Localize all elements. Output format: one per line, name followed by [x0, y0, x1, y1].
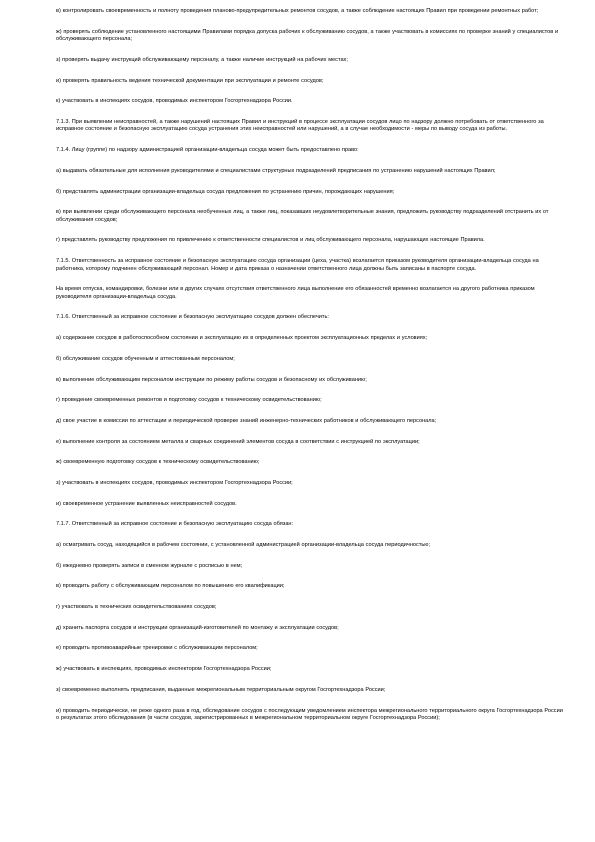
paragraph: з) своевременно выполнять предписания, выданные межрегиональным территориальным округом Госгортехнадзора России; [56, 686, 386, 693]
paragraph: д) свое участие в комиссии по аттестации и периодической проверке знаний инженерно-технических работников и обслуживающего персонала; [56, 417, 437, 424]
paragraph: к) участвовать в инспекциях сосудов, проводимых инспектором Госгортехнадзора России. [56, 98, 293, 105]
paragraph: е) выполнение контроля за состоянием металла и сварных соединений элементов сосуда в соответствии с инструкцией по эксплуатации; [56, 438, 420, 445]
paragraph: а) выдавать обязательные для исполнения руководителями и специалистами структурных подразделений предписания по устранению нарушений настоящих Правил; [56, 167, 496, 174]
paragraph: в) при выявлении среди обслуживающего персонала необученных лиц, а также лиц, показавших неудовлетворительные знания, предложить руководству подразделений отстранить их от обслуживания сосудов; [56, 209, 549, 223]
paragraph: 7.1.3. При выявлении неисправностей, а также нарушений настоящих Правил и инструкций в процессе эксплуатации сосудов лицо по надзору должно потребовать от ответственного за исправное состояние и безопасную эксплуатацию сосуда устранения этих неисправностей или нарушений, а в случае необходимости - меры по выводу сосуда из работы. [56, 118, 544, 133]
paragraph: г) проведение своевременных ремонтов и подготовку сосудов к техническому освидетельствованию; [56, 397, 322, 404]
paragraph: в) контролировать своевременность и полноту проведения планово-предупредительных ремонтов сосудов, а также соблюдение настоящих Правил при проведении ремонтных работ; [56, 8, 539, 14]
paragraph: а) осматривать сосуд, находящийся в рабочем состоянии, с установленной администрацией организации-владельца сосуда периодичностью; [56, 542, 431, 548]
paragraph: а) содержание сосудов в работоспособном состоянии и эксплуатацию их в определенных проектом эксплуатационных пределах и условиях; [56, 335, 428, 342]
paragraph: На время отпуска, командировки, болезни или в других случаях отсутствия ответственного лица выполнение его обязанностей временно возлагается на другого работника приказом руководителя организации-владельца сосуда. [56, 286, 535, 300]
paragraph: б) ежедневно проверять записи в сменном журнале с росписью в нем; [56, 562, 243, 569]
paragraph: 7.1.7. Ответственный за исправное состояние и безопасную эксплуатацию сосуда обязан: [56, 521, 294, 528]
paragraph: г) участвовать в технических освидетельствованиях сосудов; [56, 604, 217, 611]
paragraph: 7.1.5. Ответственность за исправное состояние и безопасную эксплуатацию сосуда организации (цеха, участка) возлагается приказом руководителя организации-владельца сосуда на работника, которому подчинен обслуживающий персонал. Номер и дата приказа о назначении ответственного лица должны быть записаны в паспорте сосуда. [56, 258, 539, 272]
paragraph: г) представлять руководству предложения по привлечению к ответственности специалистов и лиц обслуживающего персонала, нарушающих настоящие Правила. [56, 237, 485, 244]
paragraph: и) своевременное устранение выявленных неисправностей сосудов. [56, 500, 237, 507]
paragraph: д) хранить паспорта сосудов и инструкции организаций-изготовителей по монтажу и эксплуатации сосудов; [56, 624, 339, 631]
paragraph: в) выполнение обслуживающим персоналом инструкции по режиму работы сосудов и безопасному их обслуживанию; [56, 376, 367, 383]
paragraph: и) проводить периодически, не реже одного раза в год, обследование сосудов с последующим уведомлением инспектора межрегионального территориального округа Госгортехнадзора России о результатах этого обследования (в части сосудов, зарегистрированных в межрегиональном территориальном округе Госгортехнадзора России); [56, 707, 563, 721]
paragraph: б) обслуживание сосудов обученным и аттестованным персоналом; [56, 355, 235, 362]
paragraph: ж) своевременную подготовку сосудов к техническому освидетельствованию; [56, 459, 260, 466]
paragraph: б) представлять администрации организации-владельца сосуда предложения по устранению причин, порождающих нарушения; [56, 188, 395, 195]
paragraph: ж) участвовать в инспекциях, проводимых инспектором Госгортехнадзора России; [56, 666, 272, 673]
paragraph: 7.1.6. Ответственный за исправное состояние и безопасную эксплуатацию сосудов должен обеспечить: [56, 314, 329, 321]
paragraph: е) проводить противоаварийные тренировки с обслуживающим персоналом; [56, 645, 258, 652]
paragraph: 7.1.4. Лицу (группе) по надзору администрацией организации-владельца сосуда может быть предоставлено право: [56, 147, 359, 154]
paragraph: з) участвовать в инспекциях сосудов, проводимых инспектором Госгортехнадзора России; [56, 479, 293, 486]
paragraph: и) проверять правильность ведения технической документации при эксплуатации и ремонте сосудов; [56, 77, 324, 84]
paragraph: ж) проверять соблюдение установленного настоящими Правилами порядка допуска рабочих к обслуживанию сосудов, а также участвовать в комиссиях по проверке знаний у специалистов и обслуживающего персонала; [56, 28, 559, 43]
paragraph: з) проверять выдачу инструкций обслуживающему персоналу, а также наличие инструкций на рабочих местах; [56, 56, 348, 63]
paragraph: в) проводить работу с обслуживающим персоналом по повышению его квалификации; [56, 583, 285, 590]
